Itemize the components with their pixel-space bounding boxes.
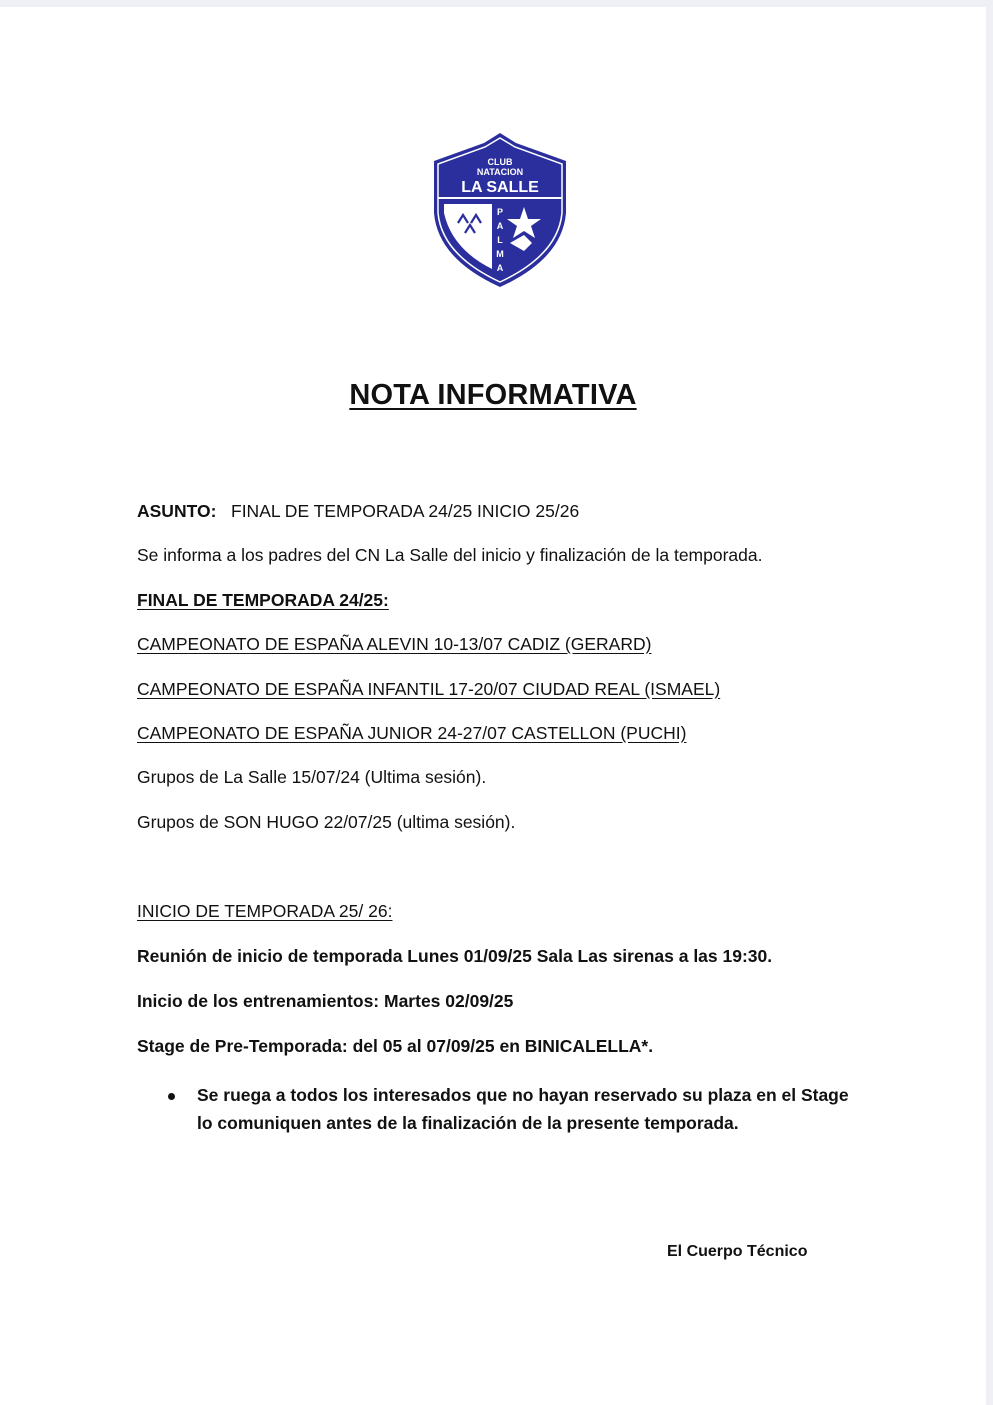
note-line-2: lo comuniquen antes de la finalización de la presente temporada. — [197, 1113, 739, 1133]
crest-text-natacion: NATACION — [476, 167, 524, 177]
crest-letter-l: L — [497, 235, 503, 245]
group-son-hugo: Grupos de SON HUGO 22/07/25 (ultima sesión). — [137, 812, 516, 832]
start-training: Inicio de los entrenamientos: Martes 02/09/25 — [137, 991, 514, 1011]
crest-letter-m: M — [496, 249, 504, 259]
bullet-icon — [168, 1093, 175, 1100]
start-stage: Stage de Pre-Temporada: del 05 al 07/09/25 en BINICALELLA*. — [137, 1036, 654, 1056]
subject-value: FINAL DE TEMPORADA 24/25 INICIO 25/26 — [231, 501, 580, 521]
crest-text-la-salle: LA SALLE — [461, 179, 539, 196]
intro-text: Se informa a los padres del CN La Salle del inicio y finalización de la temporada. — [137, 545, 763, 565]
season-end-heading: FINAL DE TEMPORADA 24/25: — [137, 590, 389, 610]
crest-text-club: CLUB — [487, 157, 513, 167]
start-meeting: Reunión de inicio de temporada Lunes 01/09/25 Sala Las sirenas a las 19:30. — [137, 946, 773, 966]
note-line-1: Se ruega a todos los interesados que no hayan reservado su plaza en el Stage — [197, 1085, 849, 1105]
subject-line — [137, 500, 579, 522]
group-la-salle: Grupos de La Salle 15/07/24 (Ultima sesión). — [137, 767, 487, 787]
crest-letter-a2: A — [496, 263, 504, 273]
stage-reservation-note — [197, 1081, 849, 1137]
crest-letter-a1: A — [496, 221, 504, 231]
season-start-heading: INICIO DE TEMPORADA 25/ 26: — [137, 901, 393, 921]
championship-junior: CAMPEONATO DE ESPAÑA JUNIOR 24-27/07 CASTELLON (PUCHI) — [137, 723, 687, 743]
championship-infantil: CAMPEONATO DE ESPAÑA INFANTIL 17-20/07 CIUDAD REAL (ISMAEL) — [137, 679, 721, 699]
signature: El Cuerpo Técnico — [667, 1243, 808, 1260]
document-page — [0, 7, 986, 1405]
page-title: NOTA INFORMATIVA — [349, 379, 637, 411]
crest-letter-p: P — [496, 207, 504, 217]
club-crest-logo — [432, 131, 568, 289]
championship-alevin: CAMPEONATO DE ESPAÑA ALEVIN 10-13/07 CADIZ (GERARD) — [137, 634, 652, 654]
subject-label: ASUNTO: — [137, 501, 217, 521]
